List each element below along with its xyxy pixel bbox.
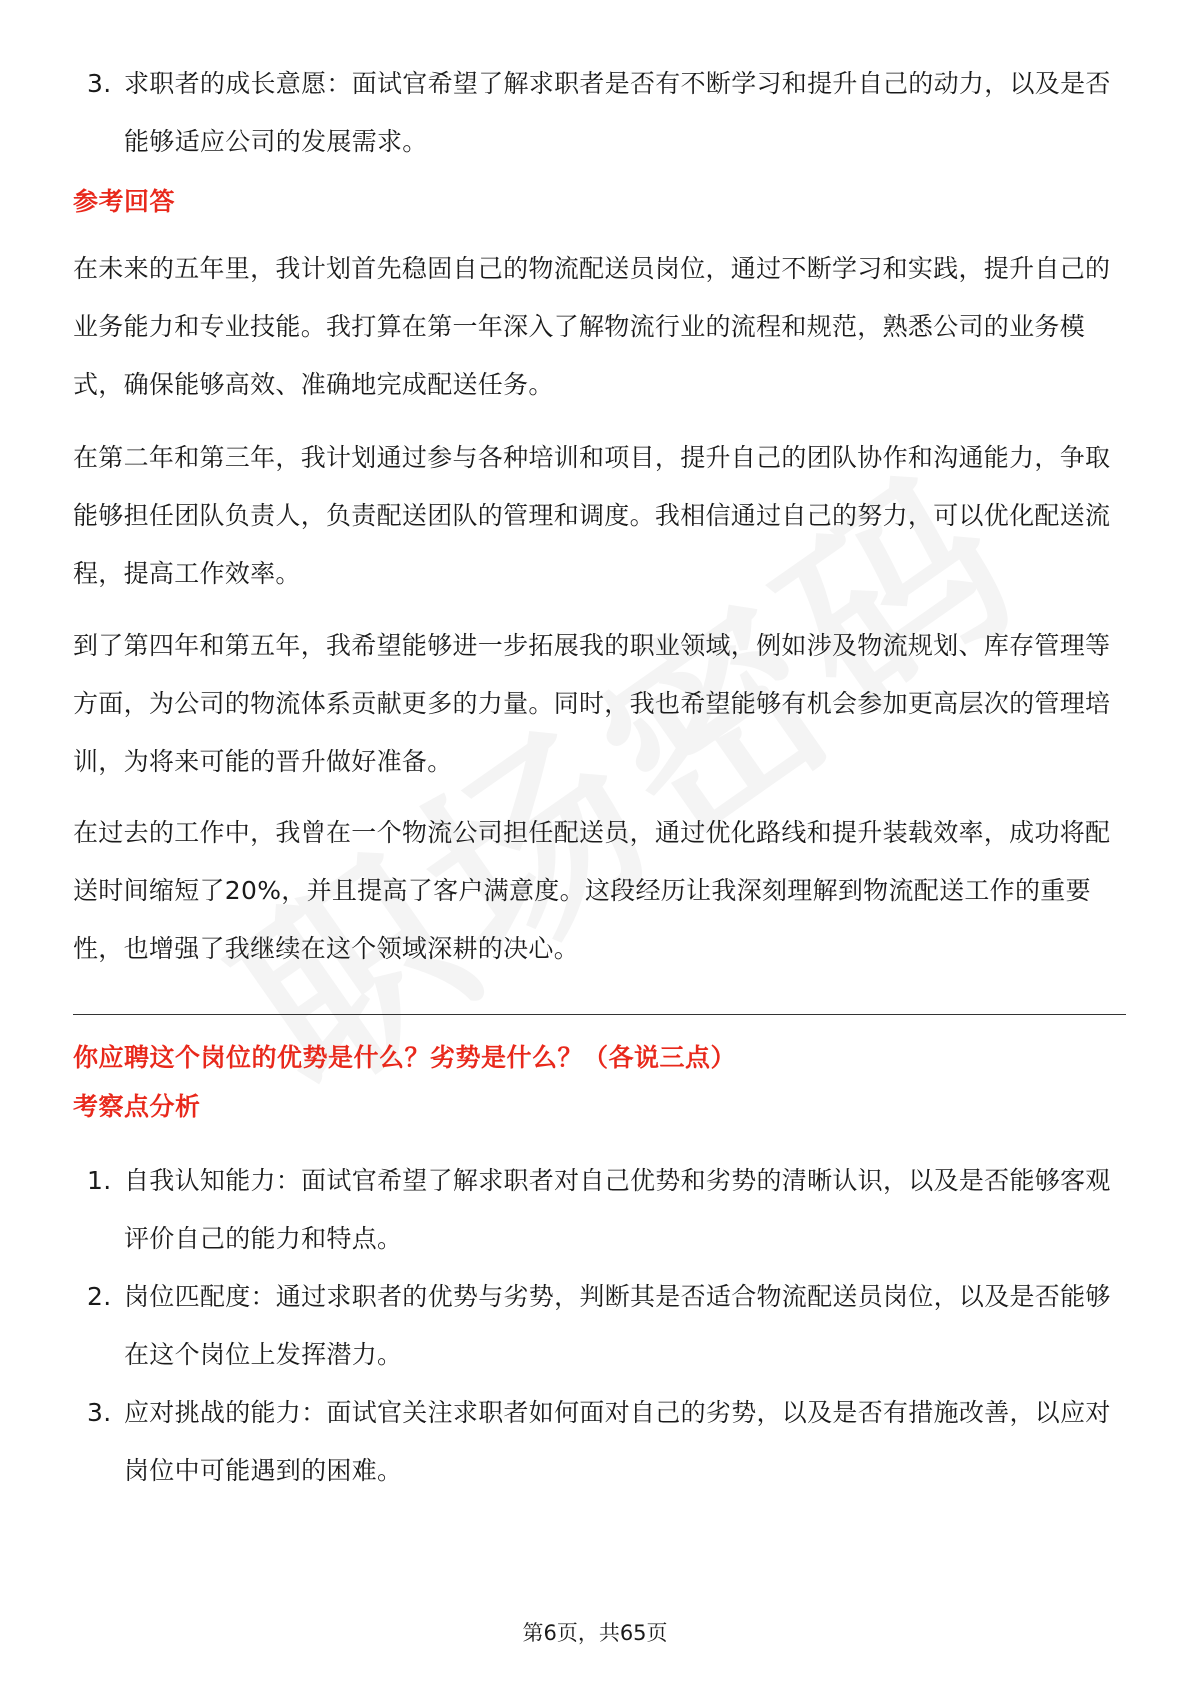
list-item-growth-willingness — [73, 55, 1134, 171]
list-item-text: 求职者的成长意愿：面试官希望了解求职者是否有不断学习和提升自己的动力，以及是否能够适应公司的发展需求。 — [124, 69, 1111, 156]
list-item-self-awareness — [73, 1152, 1134, 1268]
answer-paragraph-4: 在过去的工作中，我曾在一个物流公司担任配送员，通过优化路线和提升装载效率，成功将配送时间缩短了20%，并且提高了客户满意度。这段经历让我深刻理解到物流配送工作的重要性，也增强了我继续在这个领域深耕的决心。 — [73, 818, 1111, 963]
section-divider — [73, 1014, 1126, 1015]
question-heading: 你应聘这个岗位的优势是什么？劣势是什么？（各说三点） — [73, 1043, 737, 1072]
list-item-text: 岗位匹配度：通过求职者的优势与劣势，判断其是否适合物流配送员岗位，以及是否能够在这个岗位上发挥潜力。 — [124, 1282, 1111, 1369]
answer-paragraph-3: 到了第四年和第五年，我希望能够进一步拓展我的职业领域，例如涉及物流规划、库存管理等方面，为公司的物流体系贡献更多的力量。同时，我也希望能够有机会参加更高层次的管理培训，为将来可能的晋升做好准备。 — [73, 631, 1111, 776]
list-item-text: 自我认知能力：面试官希望了解求职者对自己优势和劣势的清晰认识，以及是否能够客观评价自己的能力和特点。 — [124, 1166, 1111, 1253]
list-item-position-fit — [73, 1268, 1134, 1384]
list-number: 3. — [87, 69, 112, 98]
reference-answer-heading: 参考回答 — [73, 187, 176, 216]
analysis-heading: 考察点分析 — [73, 1092, 201, 1121]
list-item-challenge-handling — [73, 1384, 1134, 1500]
list-number: 1. — [87, 1166, 112, 1195]
list-item-text: 应对挑战的能力：面试官关注求职者如何面对自己的劣势，以及是否有措施改善，以应对岗位中可能遇到的困难。 — [124, 1398, 1111, 1485]
list-number: 3. — [87, 1398, 112, 1427]
answer-paragraph-1: 在未来的五年里，我计划首先稳固自己的物流配送员岗位，通过不断学习和实践，提升自己的业务能力和专业技能。我打算在第一年深入了解物流行业的流程和规范，熟悉公司的业务模式，确保能够高效、准确地完成配送任务。 — [73, 254, 1111, 399]
page-number: 第6页，共65页 — [522, 1621, 668, 1645]
answer-paragraph-2: 在第二年和第三年，我计划通过参与各种培训和项目，提升自己的团队协作和沟通能力，争取能够担任团队负责人，负责配送团队的管理和调度。我相信通过自己的努力，可以优化配送流程，提高工作效率。 — [73, 443, 1111, 588]
list-number: 2. — [87, 1282, 112, 1311]
